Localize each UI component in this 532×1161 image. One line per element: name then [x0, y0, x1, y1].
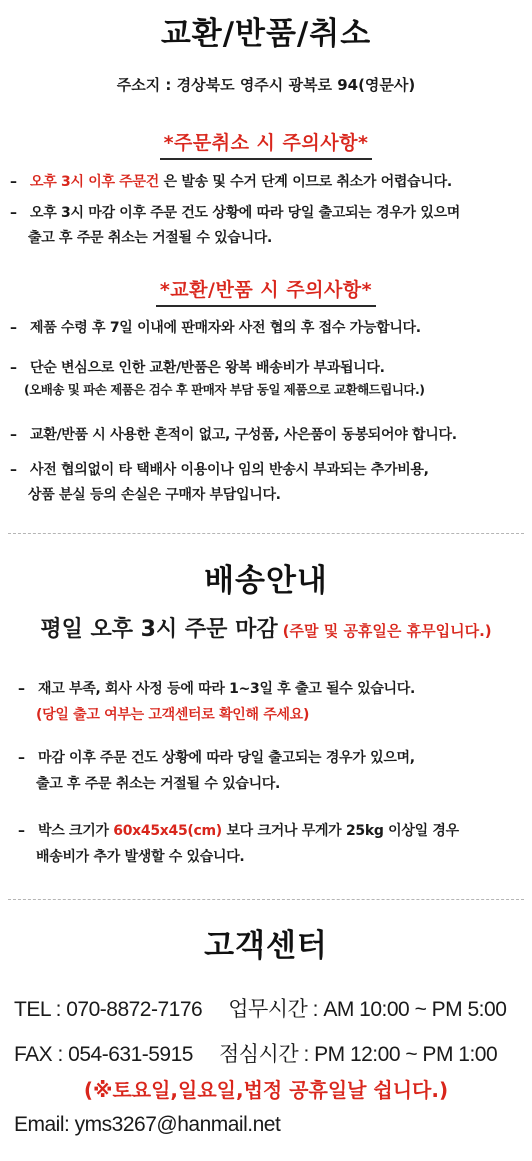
shipping-item-3-size: 60x45x45(cm) [113, 823, 222, 839]
order-cancel-heading-wrap [0, 128, 532, 160]
exchange-heading-wrap [0, 275, 532, 307]
shipping-item-2-line1: 마감 이후 주문 건도 상황에 따라 당일 출고되는 경우가 있으며, [38, 750, 415, 766]
shipping-item-1-note: (당일 출고 여부는 고객센터로 확인해 주세요) [36, 707, 310, 723]
order-cancel-item-1-text: 은 발송 및 수거 단계 이므로 취소가 어렵습니다. [158, 174, 452, 190]
shipping-cutoff-note: (주말 및 공휴일은 휴무입니다.) [282, 622, 492, 640]
shipping-item-3-line2: 배송비가 추가 발생할 수 있습니다. [36, 849, 245, 865]
customer-center-title: 고객센터 [204, 928, 328, 964]
shipping-item-3: – 박스 크기가 60x45x45(cm) 보다 크거나 무게가 25kg 이상일 경우 배송비가 추가 발생할 수 있습니다. [18, 818, 523, 870]
order-cancel-item-1: – 오후 3시 이후 주문건 은 발송 및 수거 단계 이므로 취소가 어렵습니다. [10, 174, 452, 190]
order-cancel-item-1-highlight: 오후 3시 이후 주문건 [30, 174, 159, 190]
exchange-item-3-text: 교환/반품 시 사용한 흔적이 없고, 구성품, 사은품이 동봉되어야 합니다. [30, 427, 457, 443]
shipping-title: 배송안내 [204, 563, 328, 599]
exchange-item-1-text: 제품 수령 후 7일 이내에 판매자와 사전 협의 후 접수 가능합니다. [30, 320, 421, 336]
fax-number: FAX : 054-631-5915 [14, 1043, 193, 1066]
shipping-item-1: – 재고 부족, 회사 사정 등에 따라 1~3일 후 출고 될수 있습니다. (당일 출고 여부는 고객센터로 확인해 주세요) [18, 676, 523, 728]
section-divider [8, 533, 524, 534]
shipping-item-1-text: 재고 부족, 회사 사정 등에 따라 1~3일 후 출고 될수 있습니다. [38, 681, 416, 697]
shipping-cutoff [0, 612, 532, 643]
exchange-item-1: – 제품 수령 후 7일 이내에 판매자와 사전 협의 후 접수 가능합니다. [10, 320, 421, 336]
shipping-cutoff-text: 평일 오후 3시 주문 마감 [40, 617, 278, 642]
shipping-item-3-pre: 박스 크기가 [38, 823, 114, 839]
return-section-title: 교환/반품/취소 [160, 16, 372, 52]
work-hours: 업무시간 : AM 10:00 ~ PM 5:00 [228, 998, 507, 1021]
contact-row-fax [14, 1038, 524, 1068]
email-address: Email: yms3267@hanmail.net [14, 1113, 281, 1136]
exchange-item-3: – 교환/반품 시 사용한 흔적이 없고, 구성품, 사은품이 동봉되어야 합니다. [10, 427, 457, 443]
exchange-item-4-line1: 사전 협의없이 타 택배사 이용이나 임의 반송시 부과되는 추가비용, [30, 462, 429, 478]
exchange-item-2: – 단순 변심으로 인한 교환/반품은 왕복 배송비가 부과됩니다. [10, 360, 385, 376]
shipping-item-3-post: 보다 크거나 무게가 25kg 이상일 경우 [221, 823, 459, 839]
exchange-item-2-sub: (오배송 및 파손 제품은 검수 후 판매자 부담 동일 제품으로 교환해드립니다.) [24, 382, 425, 397]
contact-row-tel [14, 993, 524, 1023]
address: 주소지 : 경상북도 영주시 광복로 94(영문사) [116, 76, 416, 94]
exchange-item-2-text: 단순 변심으로 인한 교환/반품은 왕복 배송비가 부과됩니다. [30, 360, 385, 376]
lunch-hours: 점심시간 : PM 12:00 ~ PM 1:00 [218, 1043, 498, 1066]
order-cancel-item-2: – 오후 3시 마감 이후 주문 건도 상황에 따라 당일 출고되는 경우가 있으며 출고 후 주문 취소는 거절될 수 있습니다. [10, 201, 525, 251]
tel-number: TEL : 070-8872-7176 [14, 998, 203, 1021]
order-cancel-item-2-line1: 오후 3시 마감 이후 주문 건도 상황에 따라 당일 출고되는 경우가 있으며 [30, 205, 461, 221]
exchange-item-4: – 사전 협의없이 타 택배사 이용이나 임의 반송시 부과되는 추가비용, 상품 분실 등의 손실은 구매자 부담입니다. [10, 458, 525, 508]
exchange-heading: *교환/반품 시 주의사항* [156, 275, 376, 307]
section-divider-2 [8, 899, 524, 900]
exchange-item-4-line2: 상품 분실 등의 손실은 구매자 부담입니다. [28, 487, 281, 503]
order-cancel-item-2-line2: 출고 후 주문 취소는 거절될 수 있습니다. [28, 230, 273, 246]
order-cancel-heading: *주문취소 시 주의사항* [160, 128, 373, 160]
shipping-item-2-line2: 출고 후 주문 취소는 거절될 수 있습니다. [36, 776, 281, 792]
holiday-notice: (※토요일,일요일,법정 공휴일날 쉽니다.) [83, 1078, 449, 1102]
shipping-item-2: – 마감 이후 주문 건도 상황에 따라 당일 출고되는 경우가 있으며, 출고 후 주문 취소는 거절될 수 있습니다. [18, 745, 523, 797]
